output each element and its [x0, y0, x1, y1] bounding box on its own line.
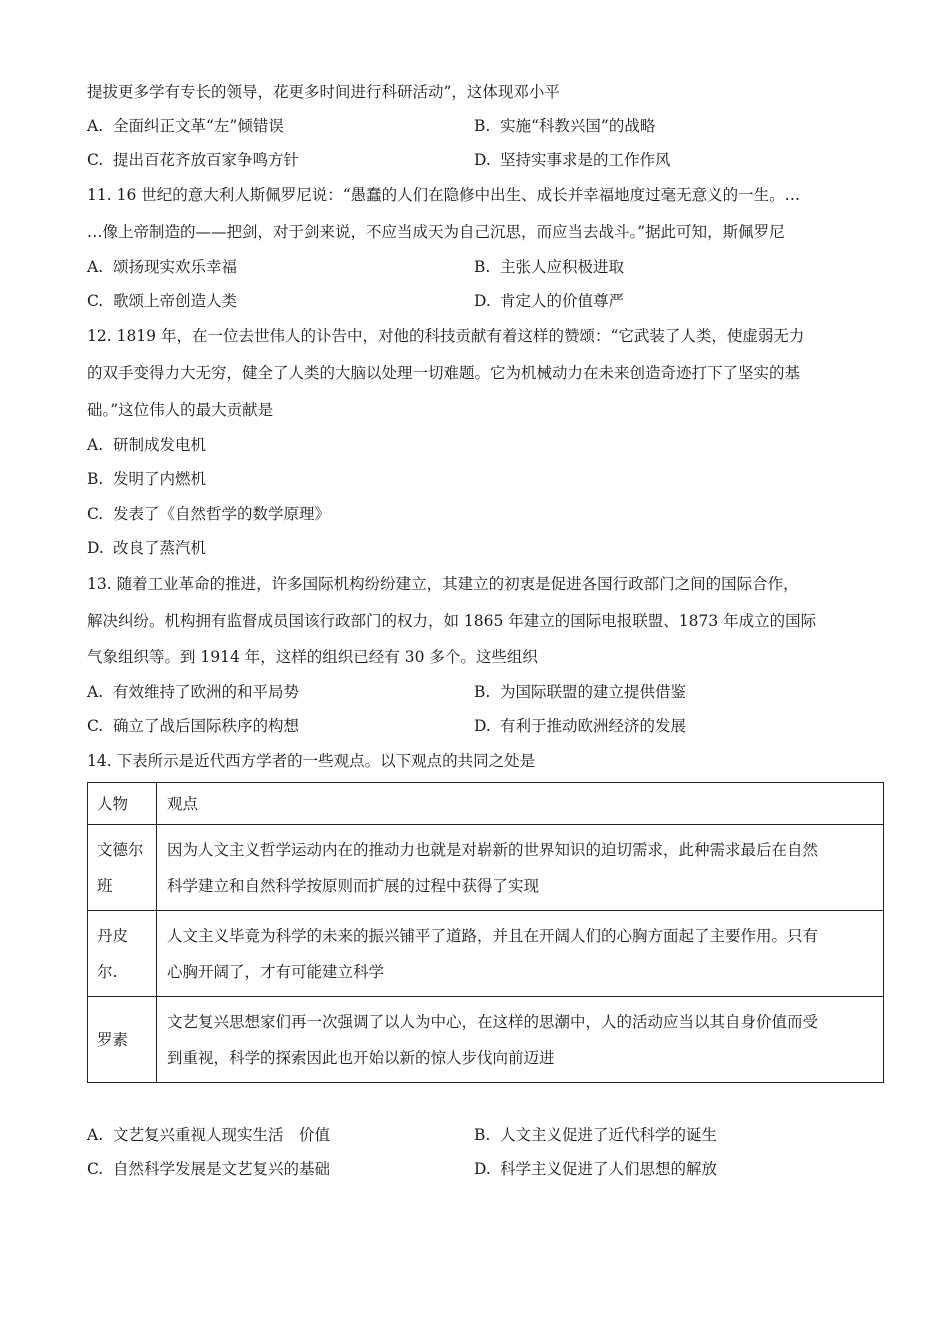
q10-option-c [87, 150, 299, 170]
q13-option-c [87, 716, 299, 736]
q13-stem-line-2: 解决纠纷。机构拥有监督成员国该行政部门的权力，如 1865 年建立的国际电报联盟、1873 年成立的国际 [87, 612, 817, 630]
option-letter: A. [87, 1126, 104, 1144]
option-text: 全面纠正文革“左”倾错误 [113, 117, 284, 135]
option-text: 提出百花齐放百家争鸣方针 [113, 151, 300, 169]
option-text: 文艺复兴重视人现实生活 价值 [113, 1126, 331, 1144]
person-name: 丹皮 尔. [88, 911, 157, 997]
q14-stem: 14. 下表所示是近代西方学者的一些观点。以下观点的共同之处是 [87, 752, 536, 770]
option-text: 确立了战后国际秩序的构想 [113, 717, 300, 735]
option-letter: D. [474, 1160, 491, 1178]
q12-option-d [87, 538, 206, 558]
option-text: 有利于推动欧洲经济的发展 [500, 717, 687, 735]
option-letter: D. [474, 151, 491, 169]
q11-option-b [474, 257, 624, 277]
option-text: 人文主义促进了近代科学的诞生 [500, 1126, 718, 1144]
q13-stem-line-3: 气象组织等。到 1914 年，这样的组织已经有 30 多个。这些组织 [87, 648, 538, 666]
q10-stem-tail: 提拔更多学有专长的领导，花更多时间进行科研活动”，这体现邓小平 [87, 83, 560, 101]
header-person: 人物 [88, 783, 157, 825]
q13-option-a [87, 682, 299, 702]
option-text: 研制成发电机 [113, 436, 207, 454]
q12-stem-line-3: 础。”这位伟人的最大贡献是 [87, 401, 274, 419]
option-letter: A. [87, 258, 104, 276]
option-text: 主张人应积极进取 [500, 258, 625, 276]
q10-option-d [474, 150, 671, 170]
option-letter: C. [87, 505, 104, 523]
q12-stem-line-2: 的双手变得力大无穷，健全了人类的大脑以处理一切难题。它为机械动力在未来创造奇迹打下了坚实的基 [87, 364, 801, 382]
option-letter: B. [87, 470, 104, 488]
q14-option-b [474, 1125, 717, 1145]
option-text: 科学主义促进了人们思想的解放 [500, 1160, 718, 1178]
option-text: 有效维持了欧洲的和平局势 [113, 683, 300, 701]
option-text: 发表了《自然哲学的数学原理》 [113, 505, 331, 523]
option-letter: C. [87, 151, 104, 169]
option-text: 歌颂上帝创造人类 [113, 292, 238, 310]
option-letter: B. [474, 683, 491, 701]
q11-option-a [87, 257, 237, 277]
table-row [88, 825, 884, 911]
person-name: 罗素 [88, 997, 157, 1083]
viewpoint-text: 因为人文主义哲学运动内在的推动力也就是对崭新的世界知识的迫切需求，此种需求最后在自然 科学建立和自然科学按原则而扩展的过程中获得了实现 [157, 825, 884, 911]
person-name: 文德尔 班 [88, 825, 157, 911]
q12-stem-line-1: 12. 1819 年，在一位去世伟人的讣告中，对他的科技贡献有着这样的赞颂：“它武装了人类，使虚弱无力 [87, 327, 805, 345]
q10-option-a [87, 116, 284, 136]
option-letter: D. [474, 292, 491, 310]
q12-option-b [87, 469, 206, 489]
option-text: 为国际联盟的建立提供借鉴 [500, 683, 687, 701]
option-letter: A. [87, 683, 104, 701]
option-letter: C. [87, 1160, 104, 1178]
option-letter: B. [474, 258, 491, 276]
header-viewpoint: 观点 [157, 783, 884, 825]
option-text: 自然科学发展是文艺复兴的基础 [113, 1160, 331, 1178]
option-text: 颂扬现实欢乐幸福 [113, 258, 238, 276]
table-row [88, 997, 884, 1083]
viewpoints-table [87, 782, 884, 1083]
option-text: 坚持实事求是的工作作风 [500, 151, 671, 169]
q10-option-b [474, 116, 655, 136]
option-text: 改良了蒸汽机 [113, 539, 207, 557]
q13-stem-line-1: 13. 随着工业革命的推进，许多国际机构纷纷建立，其建立的初衷是促进各国行政部门之间的国际合作， [87, 575, 799, 593]
option-letter: A. [87, 117, 104, 135]
q14-option-a [87, 1125, 330, 1145]
q11-option-d [474, 291, 624, 311]
option-letter: B. [474, 117, 491, 135]
table-row [88, 911, 884, 997]
viewpoint-text: 文艺复兴思想家们再一次强调了以人为中心，在这样的思潮中，人的活动应当以其自身价值而受 到重视，科学的探索因此也开始以新的惊人步伐向前迈进 [157, 997, 884, 1083]
option-letter: B. [474, 1126, 491, 1144]
q11-stem-line-1: 11. 16 世纪的意大利人斯佩罗尼说：“愚蠢的人们在隐修中出生、成长并幸福地度过毫无意义的一生。… [87, 186, 801, 204]
q14-option-d [474, 1159, 717, 1179]
q13-option-b [474, 682, 686, 702]
option-text: 实施“科教兴国”的战略 [500, 117, 656, 135]
q11-option-c [87, 291, 237, 311]
q14-option-c [87, 1159, 330, 1179]
option-text: 肯定人的价值尊严 [500, 292, 625, 310]
option-letter: C. [87, 717, 104, 735]
table-header-row [88, 783, 884, 825]
option-letter: C. [87, 292, 104, 310]
option-text: 发明了内燃机 [113, 470, 207, 488]
q12-option-a [87, 435, 206, 455]
q13-option-d [474, 716, 686, 736]
option-letter: D. [87, 539, 104, 557]
q12-option-c [87, 504, 330, 524]
viewpoint-text: 人文主义毕竟为科学的未来的振兴铺平了道路，并且在开阔人们的心胸方面起了主要作用。只有 心胸开阔了，才有可能建立科学 [157, 911, 884, 997]
q11-stem-line-2: …像上帝制造的——把剑，对于剑来说，不应当成天为自己沉思，而应当去战斗。”据此可知，斯佩罗尼 [87, 223, 785, 241]
option-letter: A. [87, 436, 104, 454]
option-letter: D. [474, 717, 491, 735]
